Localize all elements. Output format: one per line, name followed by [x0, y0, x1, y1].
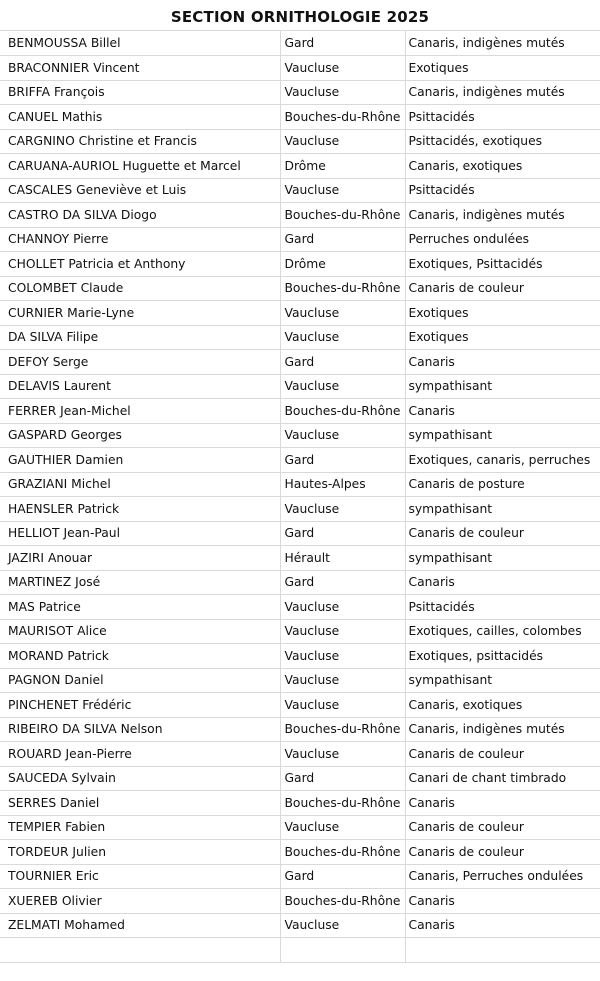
- table-row: [0, 791, 600, 816]
- bird-category-cell: Exotiques: [405, 56, 600, 81]
- table-row: [0, 154, 600, 179]
- table-row: [0, 521, 600, 546]
- members-table-body: [0, 31, 600, 962]
- member-name-cell: TOURNIER Eric: [0, 864, 280, 889]
- bird-category-cell: Exotiques: [405, 301, 600, 326]
- department-cell: Vaucluse: [280, 644, 405, 669]
- bird-category-cell: Canari de chant timbrado: [405, 766, 600, 791]
- department-cell: Gard: [280, 350, 405, 375]
- table-row: [0, 570, 600, 595]
- bird-category-cell: Exotiques, cailles, colombes: [405, 619, 600, 644]
- member-name-cell: CARUANA-AURIOL Huguette et Marcel: [0, 154, 280, 179]
- member-name-cell: XUEREB Olivier: [0, 889, 280, 914]
- table-row: [0, 227, 600, 252]
- table-row: [0, 129, 600, 154]
- member-name-cell: TEMPIER Fabien: [0, 815, 280, 840]
- bird-category-cell: Exotiques, Psittacidés: [405, 252, 600, 277]
- bird-category-cell: Canaris: [405, 399, 600, 424]
- table-row: [0, 31, 600, 56]
- members-table: [0, 31, 600, 963]
- bird-category-cell: Canaris, indigènes mutés: [405, 80, 600, 105]
- bird-category-cell: Canaris: [405, 791, 600, 816]
- member-name-cell: DA SILVA Filipe: [0, 325, 280, 350]
- member-name-cell: CARGNINO Christine et Francis: [0, 129, 280, 154]
- department-cell: Vaucluse: [280, 595, 405, 620]
- table-row: [0, 301, 600, 326]
- table-row: [0, 80, 600, 105]
- department-cell: Vaucluse: [280, 80, 405, 105]
- department-cell: Drôme: [280, 252, 405, 277]
- member-name-cell: GRAZIANI Michel: [0, 472, 280, 497]
- member-name-cell: SAUCEDA Sylvain: [0, 766, 280, 791]
- department-cell: Bouches-du-Rhône: [280, 889, 405, 914]
- member-name-cell: ROUARD Jean-Pierre: [0, 742, 280, 767]
- department-cell: Bouches-du-Rhône: [280, 105, 405, 130]
- page-title: SECTION ORNITHOLOGIE 2025: [0, 4, 600, 31]
- bird-category-cell: Canaris de posture: [405, 472, 600, 497]
- bird-category-cell: Psittacidés: [405, 178, 600, 203]
- bird-category-cell: Psittacidés, exotiques: [405, 129, 600, 154]
- table-row: [0, 693, 600, 718]
- department-cell: Vaucluse: [280, 301, 405, 326]
- member-name-cell: [0, 938, 280, 963]
- member-name-cell: HAENSLER Patrick: [0, 497, 280, 522]
- bird-category-cell: [405, 938, 600, 963]
- table-row: [0, 619, 600, 644]
- table-row: [0, 766, 600, 791]
- bird-category-cell: sympathisant: [405, 423, 600, 448]
- department-cell: Vaucluse: [280, 178, 405, 203]
- table-row: [0, 864, 600, 889]
- department-cell: Vaucluse: [280, 619, 405, 644]
- department-cell: Bouches-du-Rhône: [280, 276, 405, 301]
- member-name-cell: GAUTHIER Damien: [0, 448, 280, 473]
- bird-category-cell: Canaris, Perruches ondulées: [405, 864, 600, 889]
- bird-category-cell: sympathisant: [405, 497, 600, 522]
- bird-category-cell: Canaris: [405, 889, 600, 914]
- member-name-cell: GASPARD Georges: [0, 423, 280, 448]
- department-cell: Vaucluse: [280, 374, 405, 399]
- member-name-cell: BRIFFA François: [0, 80, 280, 105]
- department-cell: Bouches-du-Rhône: [280, 840, 405, 865]
- table-row: [0, 668, 600, 693]
- member-name-cell: CHANNOY Pierre: [0, 227, 280, 252]
- table-row: [0, 325, 600, 350]
- bird-category-cell: Psittacidés: [405, 595, 600, 620]
- member-name-cell: TORDEUR Julien: [0, 840, 280, 865]
- bird-category-cell: Exotiques: [405, 325, 600, 350]
- table-row: [0, 105, 600, 130]
- department-cell: Vaucluse: [280, 815, 405, 840]
- table-row: [0, 56, 600, 81]
- table-row: [0, 595, 600, 620]
- bird-category-cell: Canaris, exotiques: [405, 154, 600, 179]
- bird-category-cell: Canaris, exotiques: [405, 693, 600, 718]
- member-name-cell: BENMOUSSA Billel: [0, 31, 280, 56]
- table-row: [0, 938, 600, 963]
- table-row: [0, 276, 600, 301]
- bird-category-cell: Canaris de couleur: [405, 521, 600, 546]
- member-name-cell: MORAND Patrick: [0, 644, 280, 669]
- department-cell: Hérault: [280, 546, 405, 571]
- bird-category-cell: Canaris de couleur: [405, 742, 600, 767]
- bird-category-cell: Exotiques, psittacidés: [405, 644, 600, 669]
- department-cell: Gard: [280, 448, 405, 473]
- table-row: [0, 497, 600, 522]
- bird-category-cell: Psittacidés: [405, 105, 600, 130]
- bird-category-cell: Canaris, indigènes mutés: [405, 203, 600, 228]
- member-name-cell: DELAVIS Laurent: [0, 374, 280, 399]
- department-cell: Bouches-du-Rhône: [280, 203, 405, 228]
- department-cell: Vaucluse: [280, 129, 405, 154]
- department-cell: Vaucluse: [280, 423, 405, 448]
- table-row: [0, 840, 600, 865]
- bird-category-cell: Exotiques, canaris, perruches: [405, 448, 600, 473]
- department-cell: Vaucluse: [280, 497, 405, 522]
- member-name-cell: CURNIER Marie-Lyne: [0, 301, 280, 326]
- table-row: [0, 742, 600, 767]
- member-name-cell: HELLIOT Jean-Paul: [0, 521, 280, 546]
- table-row: [0, 399, 600, 424]
- member-name-cell: PINCHENET Frédéric: [0, 693, 280, 718]
- department-cell: [280, 938, 405, 963]
- bird-category-cell: sympathisant: [405, 374, 600, 399]
- bird-category-cell: Canaris: [405, 913, 600, 938]
- table-row: [0, 913, 600, 938]
- member-name-cell: DEFOY Serge: [0, 350, 280, 375]
- bird-category-cell: sympathisant: [405, 668, 600, 693]
- table-row: [0, 374, 600, 399]
- table-row: [0, 644, 600, 669]
- table-row: [0, 889, 600, 914]
- department-cell: Vaucluse: [280, 56, 405, 81]
- table-row: [0, 546, 600, 571]
- department-cell: Vaucluse: [280, 668, 405, 693]
- member-name-cell: ZELMATI Mohamed: [0, 913, 280, 938]
- department-cell: Bouches-du-Rhône: [280, 717, 405, 742]
- bird-category-cell: Canaris, indigènes mutés: [405, 31, 600, 56]
- bird-category-cell: Canaris: [405, 570, 600, 595]
- member-name-cell: MAURISOT Alice: [0, 619, 280, 644]
- member-name-cell: PAGNON Daniel: [0, 668, 280, 693]
- member-name-cell: CANUEL Mathis: [0, 105, 280, 130]
- department-cell: Gard: [280, 521, 405, 546]
- department-cell: Gard: [280, 227, 405, 252]
- table-row: [0, 472, 600, 497]
- bird-category-cell: Canaris, indigènes mutés: [405, 717, 600, 742]
- table-row: [0, 252, 600, 277]
- department-cell: Vaucluse: [280, 693, 405, 718]
- department-cell: Gard: [280, 31, 405, 56]
- bird-category-cell: Perruches ondulées: [405, 227, 600, 252]
- department-cell: Vaucluse: [280, 742, 405, 767]
- member-name-cell: BRACONNIER Vincent: [0, 56, 280, 81]
- member-name-cell: CASCALES Geneviève et Luis: [0, 178, 280, 203]
- department-cell: Bouches-du-Rhône: [280, 399, 405, 424]
- table-row: [0, 203, 600, 228]
- member-name-cell: SERRES Daniel: [0, 791, 280, 816]
- member-name-cell: CASTRO DA SILVA Diogo: [0, 203, 280, 228]
- member-name-cell: JAZIRI Anouar: [0, 546, 280, 571]
- department-cell: Vaucluse: [280, 913, 405, 938]
- bird-category-cell: Canaris: [405, 350, 600, 375]
- member-name-cell: RIBEIRO DA SILVA Nelson: [0, 717, 280, 742]
- department-cell: Drôme: [280, 154, 405, 179]
- member-name-cell: COLOMBET Claude: [0, 276, 280, 301]
- table-row: [0, 448, 600, 473]
- table-row: [0, 717, 600, 742]
- member-name-cell: MAS Patrice: [0, 595, 280, 620]
- department-cell: Gard: [280, 570, 405, 595]
- table-row: [0, 423, 600, 448]
- bird-category-cell: sympathisant: [405, 546, 600, 571]
- table-row: [0, 178, 600, 203]
- member-name-cell: FERRER Jean-Michel: [0, 399, 280, 424]
- department-cell: Gard: [280, 766, 405, 791]
- bird-category-cell: Canaris de couleur: [405, 840, 600, 865]
- member-name-cell: MARTINEZ José: [0, 570, 280, 595]
- member-name-cell: CHOLLET Patricia et Anthony: [0, 252, 280, 277]
- table-row: [0, 815, 600, 840]
- department-cell: Bouches-du-Rhône: [280, 791, 405, 816]
- department-cell: Gard: [280, 864, 405, 889]
- department-cell: Hautes-Alpes: [280, 472, 405, 497]
- bird-category-cell: Canaris de couleur: [405, 276, 600, 301]
- table-row: [0, 350, 600, 375]
- department-cell: Vaucluse: [280, 325, 405, 350]
- bird-category-cell: Canaris de couleur: [405, 815, 600, 840]
